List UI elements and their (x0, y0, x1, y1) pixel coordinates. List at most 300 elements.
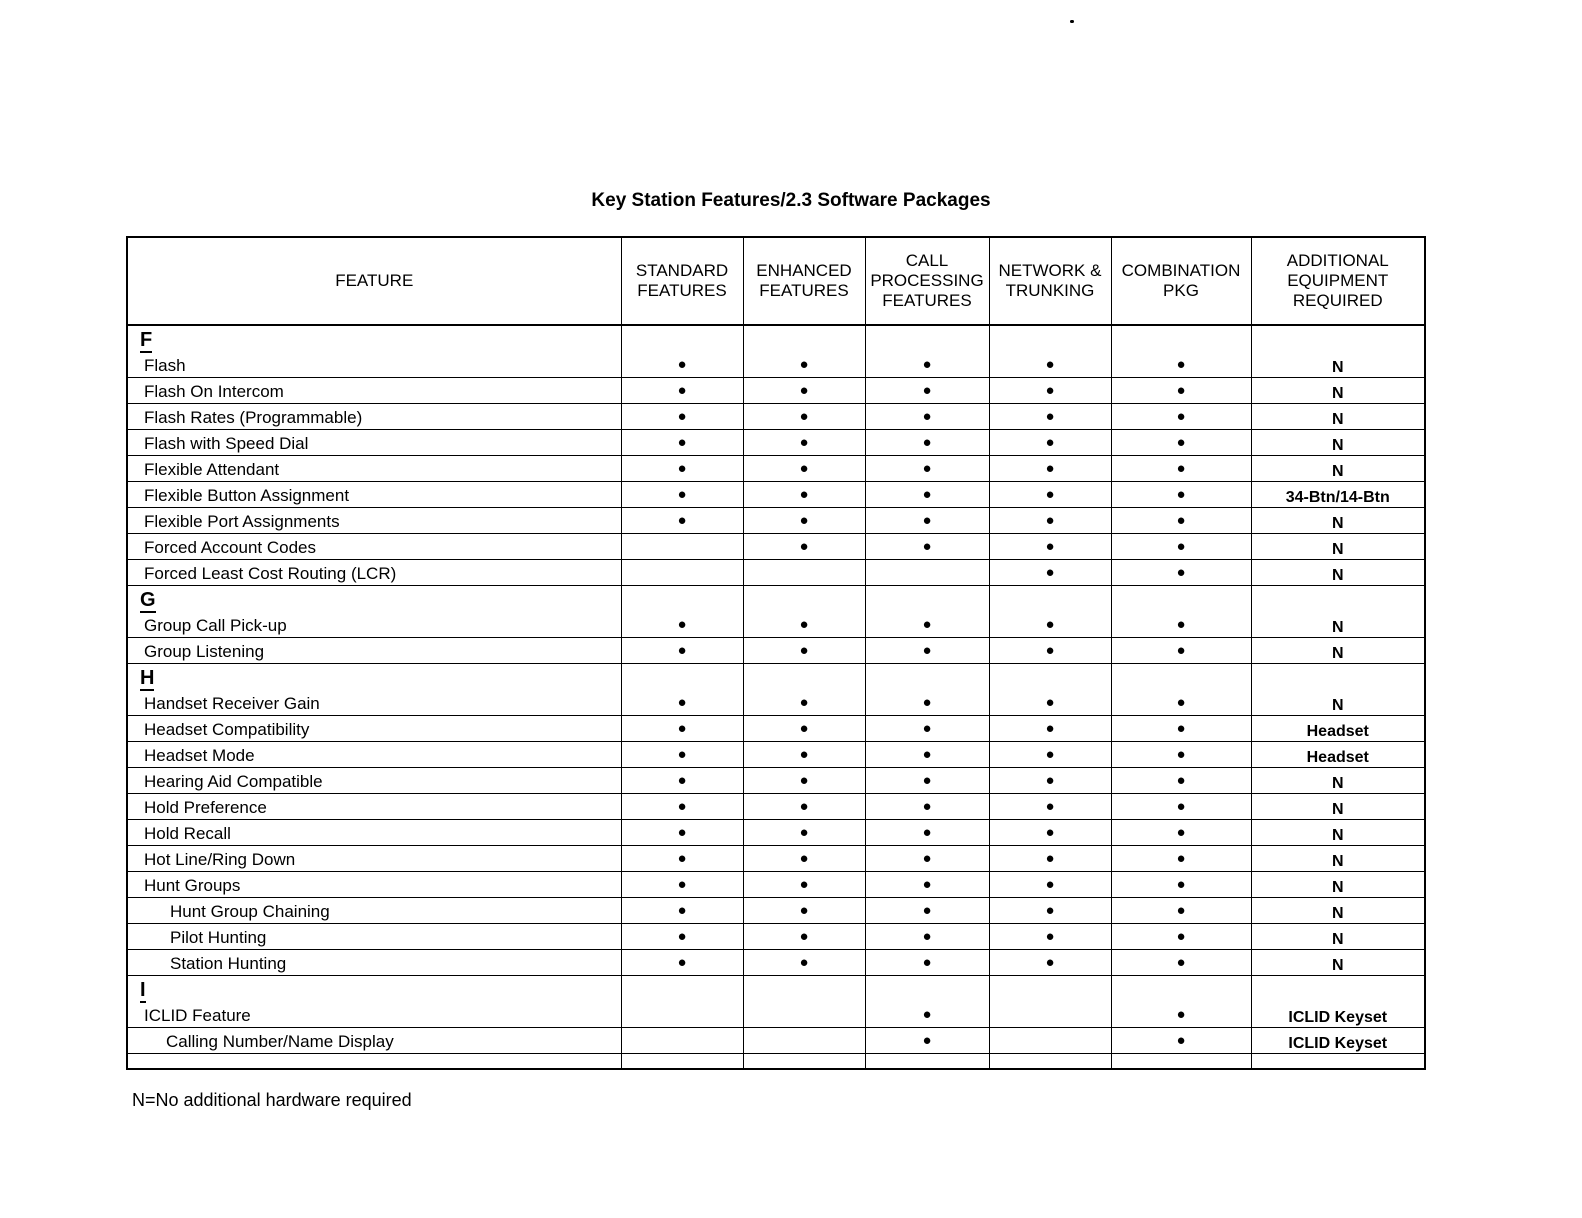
table-row (127, 404, 1425, 430)
call-processing-cell (865, 1028, 989, 1054)
combination-cell (1111, 1002, 1251, 1028)
combination-cell (1111, 898, 1251, 924)
network-cell (989, 612, 1111, 638)
call-processing-cell (865, 846, 989, 872)
combination-cell (1111, 560, 1251, 586)
call-processing-cell (865, 950, 989, 976)
empty-cell (865, 976, 989, 1003)
bullet-icon: ● (677, 694, 687, 711)
empty-cell (1111, 325, 1251, 352)
bullet-icon: ● (677, 746, 687, 763)
bullet-icon: ● (677, 460, 687, 477)
enhanced-cell (743, 430, 865, 456)
enhanced-cell (743, 872, 865, 898)
call-processing-cell (865, 612, 989, 638)
combination-cell (1111, 456, 1251, 482)
empty-cell (1251, 1054, 1425, 1070)
feature-name: Hold Preference (144, 798, 267, 817)
enhanced-cell (743, 820, 865, 846)
enhanced-cell (743, 560, 865, 586)
bullet-icon: ● (799, 772, 809, 789)
section-row (127, 325, 1425, 352)
additional-equipment-cell: N (1251, 638, 1425, 664)
bullet-icon: ● (1045, 694, 1055, 711)
bullet-icon: ● (677, 928, 687, 945)
section-letter-cell (127, 586, 621, 613)
network-cell (989, 352, 1111, 378)
bullet-icon: ● (1176, 954, 1186, 971)
empty-cell (1111, 586, 1251, 613)
enhanced-cell (743, 612, 865, 638)
call-processing-cell (865, 560, 989, 586)
empty-cell (743, 586, 865, 613)
enhanced-cell (743, 378, 865, 404)
bullet-icon: ● (922, 746, 932, 763)
bullet-icon: ● (799, 538, 809, 555)
network-cell (989, 1028, 1111, 1054)
call-processing-cell (865, 638, 989, 664)
standard-cell (621, 1002, 743, 1028)
standard-cell (621, 638, 743, 664)
empty-cell (1251, 664, 1425, 691)
additional-equipment-cell: N (1251, 560, 1425, 586)
additional-equipment-cell: Headset (1251, 742, 1425, 768)
combination-cell (1111, 846, 1251, 872)
table-row (127, 1028, 1425, 1054)
enhanced-cell (743, 638, 865, 664)
bullet-icon: ● (1176, 382, 1186, 399)
bullet-icon: ● (799, 954, 809, 971)
bullet-icon: ● (922, 1006, 932, 1023)
table-row (127, 820, 1425, 846)
network-cell (989, 378, 1111, 404)
empty-cell (1251, 976, 1425, 1003)
additional-equipment-cell: N (1251, 508, 1425, 534)
standard-cell (621, 846, 743, 872)
bullet-icon: ● (1176, 486, 1186, 503)
bullet-icon: ● (1176, 616, 1186, 633)
feature-name: Flash On Intercom (144, 382, 284, 401)
enhanced-cell (743, 716, 865, 742)
bullet-icon: ● (677, 512, 687, 529)
network-cell (989, 924, 1111, 950)
feature-name: Group Listening (144, 642, 265, 661)
feature-name-cell (127, 430, 621, 456)
combination-cell (1111, 742, 1251, 768)
call-processing-cell (865, 690, 989, 716)
bullet-icon: ● (1176, 798, 1186, 815)
bullet-icon: ● (922, 694, 932, 711)
network-cell (989, 534, 1111, 560)
network-cell (989, 742, 1111, 768)
bullet-icon: ● (922, 538, 932, 555)
bullet-icon: ● (1045, 954, 1055, 971)
empty-cell (621, 325, 743, 352)
enhanced-cell (743, 794, 865, 820)
bullet-icon: ● (922, 772, 932, 789)
network-cell (989, 820, 1111, 846)
bullet-icon: ● (1045, 772, 1055, 789)
bullet-icon: ● (1045, 642, 1055, 659)
network-cell (989, 794, 1111, 820)
bullet-icon: ● (922, 928, 932, 945)
bullet-icon: ● (677, 772, 687, 789)
standard-cell (621, 898, 743, 924)
bullet-icon: ● (1176, 408, 1186, 425)
bullet-icon: ● (799, 694, 809, 711)
additional-equipment-cell: N (1251, 820, 1425, 846)
empty-cell (865, 664, 989, 691)
table-row (127, 768, 1425, 794)
network-cell (989, 638, 1111, 664)
feature-name-cell (127, 560, 621, 586)
call-processing-cell (865, 872, 989, 898)
feature-name-cell (127, 690, 621, 716)
section-letter: G (140, 589, 156, 611)
table-row (127, 716, 1425, 742)
enhanced-cell (743, 742, 865, 768)
combination-cell (1111, 612, 1251, 638)
bullet-icon: ● (1045, 512, 1055, 529)
section-letter-cell (127, 325, 621, 352)
feature-name: Handset Receiver Gain (144, 694, 320, 713)
feature-name: Hunt Groups (144, 876, 241, 895)
feature-name-cell (127, 404, 621, 430)
call-processing-cell (865, 898, 989, 924)
bullet-icon: ● (1176, 1006, 1186, 1023)
additional-equipment-cell: 34-Btn/14-Btn (1251, 482, 1425, 508)
call-processing-cell (865, 404, 989, 430)
additional-equipment-cell: N (1251, 352, 1425, 378)
enhanced-cell (743, 768, 865, 794)
bullet-icon: ● (922, 798, 932, 815)
enhanced-cell (743, 950, 865, 976)
bullet-icon: ● (799, 824, 809, 841)
bullet-icon: ● (922, 850, 932, 867)
footnote: N=No additional hardware required (132, 1090, 412, 1110)
standard-cell (621, 612, 743, 638)
table-row (127, 560, 1425, 586)
empty-cell (989, 664, 1111, 691)
enhanced-cell (743, 482, 865, 508)
bullet-icon: ● (677, 824, 687, 841)
table-row (127, 924, 1425, 950)
feature-name: Forced Account Codes (144, 538, 316, 557)
bullet-icon: ● (1176, 694, 1186, 711)
bullet-icon: ● (1045, 798, 1055, 815)
col-header-feature: FEATURE (127, 237, 621, 325)
header-row (127, 237, 1425, 325)
empty-cell (1111, 1054, 1251, 1070)
bullet-icon: ● (1176, 512, 1186, 529)
feature-name: Flexible Port Assignments (144, 512, 340, 531)
bullet-icon: ● (1176, 538, 1186, 555)
bullet-icon: ● (1176, 850, 1186, 867)
table-row (127, 378, 1425, 404)
standard-cell (621, 456, 743, 482)
bullet-icon: ● (677, 954, 687, 971)
table-row (127, 872, 1425, 898)
bullet-icon: ● (799, 720, 809, 737)
bullet-icon: ● (799, 512, 809, 529)
bullet-icon: ● (799, 928, 809, 945)
table-row (127, 430, 1425, 456)
bullet-icon: ● (922, 876, 932, 893)
feature-name-cell (127, 924, 621, 950)
empty-cell (1111, 976, 1251, 1003)
table-body (127, 325, 1425, 1069)
combination-cell (1111, 924, 1251, 950)
feature-name-cell (127, 768, 621, 794)
feature-name: ICLID Feature (144, 1006, 251, 1025)
standard-cell (621, 352, 743, 378)
feature-name: Hunt Group Chaining (170, 902, 330, 921)
col-header-call-processing: CALL PROCESSING FEATURES (865, 237, 989, 325)
feature-name-cell (127, 638, 621, 664)
bullet-icon: ● (1045, 408, 1055, 425)
bullet-icon: ● (1045, 616, 1055, 633)
section-row (127, 976, 1425, 1003)
bullet-icon: ● (1176, 928, 1186, 945)
feature-name-cell (127, 456, 621, 482)
additional-equipment-cell: N (1251, 612, 1425, 638)
feature-name: Flexible Button Assignment (144, 486, 350, 505)
bullet-icon: ● (1045, 564, 1055, 581)
col-header-combination: COMBINATION PKG (1111, 237, 1251, 325)
empty-cell (865, 325, 989, 352)
table-row (127, 456, 1425, 482)
blank-row (127, 1054, 1425, 1070)
bullet-icon: ● (922, 356, 932, 373)
bullet-icon: ● (677, 798, 687, 815)
bullet-icon: ● (799, 356, 809, 373)
standard-cell (621, 924, 743, 950)
bullet-icon: ● (1176, 902, 1186, 919)
page-title: Key Station Features/2.3 Software Packages (591, 190, 991, 211)
enhanced-cell (743, 898, 865, 924)
feature-name-cell (127, 846, 621, 872)
standard-cell (621, 534, 743, 560)
standard-cell (621, 560, 743, 586)
combination-cell (1111, 1028, 1251, 1054)
combination-cell (1111, 482, 1251, 508)
bullet-icon: ● (1045, 460, 1055, 477)
empty-cell (743, 664, 865, 691)
feature-table (126, 236, 1426, 1070)
empty-cell (989, 976, 1111, 1003)
bullet-icon: ● (922, 512, 932, 529)
feature-name-cell (127, 872, 621, 898)
combination-cell (1111, 534, 1251, 560)
feature-name-cell (127, 794, 621, 820)
standard-cell (621, 794, 743, 820)
bullet-icon: ● (922, 408, 932, 425)
additional-equipment-cell: N (1251, 534, 1425, 560)
bullet-icon: ● (1045, 486, 1055, 503)
bullet-icon: ● (677, 486, 687, 503)
enhanced-cell (743, 404, 865, 430)
combination-cell (1111, 872, 1251, 898)
additional-equipment-cell: N (1251, 378, 1425, 404)
table-row (127, 612, 1425, 638)
table-row (127, 794, 1425, 820)
additional-equipment-cell: N (1251, 430, 1425, 456)
empty-cell (989, 325, 1111, 352)
combination-cell (1111, 690, 1251, 716)
network-cell (989, 690, 1111, 716)
feature-name: Forced Least Cost Routing (LCR) (144, 564, 397, 583)
bullet-icon: ● (1045, 746, 1055, 763)
table-row (127, 742, 1425, 768)
bullet-icon: ● (922, 954, 932, 971)
feature-name-cell (127, 508, 621, 534)
enhanced-cell (743, 846, 865, 872)
col-header-standard: STANDARD FEATURES (621, 237, 743, 325)
empty-cell (621, 586, 743, 613)
call-processing-cell (865, 456, 989, 482)
empty-cell (1111, 664, 1251, 691)
table-row (127, 638, 1425, 664)
feature-name-cell (127, 482, 621, 508)
bullet-icon: ● (922, 460, 932, 477)
bullet-icon: ● (1045, 824, 1055, 841)
bullet-icon: ● (1045, 876, 1055, 893)
section-row (127, 664, 1425, 691)
empty-cell (989, 1054, 1111, 1070)
additional-equipment-cell: N (1251, 950, 1425, 976)
bullet-icon: ● (677, 408, 687, 425)
network-cell (989, 1002, 1111, 1028)
empty-cell (865, 1054, 989, 1070)
bullet-icon: ● (799, 746, 809, 763)
col-header-network: NETWORK & TRUNKING (989, 237, 1111, 325)
table-row (127, 846, 1425, 872)
feature-name: Hot Line/Ring Down (144, 850, 296, 869)
bullet-icon: ● (799, 486, 809, 503)
network-cell (989, 430, 1111, 456)
empty-cell (1251, 586, 1425, 613)
feature-name: Pilot Hunting (170, 928, 267, 947)
feature-name-cell (127, 612, 621, 638)
feature-name-cell (127, 378, 621, 404)
network-cell (989, 482, 1111, 508)
bullet-icon: ● (922, 616, 932, 633)
bullet-icon: ● (1176, 460, 1186, 477)
feature-name: Calling Number/Name Display (166, 1032, 394, 1051)
network-cell (989, 404, 1111, 430)
section-letter: F (140, 329, 153, 351)
table-row (127, 508, 1425, 534)
call-processing-cell (865, 716, 989, 742)
enhanced-cell (743, 534, 865, 560)
call-processing-cell (865, 352, 989, 378)
feature-name: Headset Mode (144, 746, 255, 765)
additional-equipment-cell: N (1251, 690, 1425, 716)
empty-cell (743, 1054, 865, 1070)
table-row (127, 482, 1425, 508)
call-processing-cell (865, 534, 989, 560)
additional-equipment-cell: N (1251, 456, 1425, 482)
bullet-icon: ● (1176, 434, 1186, 451)
combination-cell (1111, 768, 1251, 794)
combination-cell (1111, 378, 1251, 404)
call-processing-cell (865, 768, 989, 794)
call-processing-cell (865, 924, 989, 950)
additional-equipment-cell: N (1251, 404, 1425, 430)
additional-equipment-cell: ICLID Keyset (1251, 1028, 1425, 1054)
bullet-icon: ● (677, 902, 687, 919)
feature-name: Flash with Speed Dial (144, 434, 309, 453)
combination-cell (1111, 794, 1251, 820)
bullet-icon: ● (677, 642, 687, 659)
feature-name-cell (127, 898, 621, 924)
col-header-additional: ADDITIONAL EQUIPMENT REQUIRED (1251, 237, 1425, 325)
bullet-icon: ● (677, 850, 687, 867)
call-processing-cell (865, 1002, 989, 1028)
additional-equipment-cell: N (1251, 794, 1425, 820)
call-processing-cell (865, 430, 989, 456)
feature-name: Hearing Aid Compatible (144, 772, 323, 791)
call-processing-cell (865, 820, 989, 846)
call-processing-cell (865, 794, 989, 820)
standard-cell (621, 820, 743, 846)
feature-name-cell (127, 534, 621, 560)
additional-equipment-cell: ICLID Keyset (1251, 1002, 1425, 1028)
bullet-icon: ● (799, 902, 809, 919)
combination-cell (1111, 352, 1251, 378)
section-letter: I (140, 979, 146, 1001)
combination-cell (1111, 404, 1251, 430)
table-row (127, 534, 1425, 560)
enhanced-cell (743, 1002, 865, 1028)
call-processing-cell (865, 482, 989, 508)
bullet-icon: ● (1045, 434, 1055, 451)
bullet-icon: ● (1176, 876, 1186, 893)
combination-cell (1111, 950, 1251, 976)
bullet-icon: ● (799, 876, 809, 893)
enhanced-cell (743, 456, 865, 482)
combination-cell (1111, 508, 1251, 534)
network-cell (989, 508, 1111, 534)
bullet-icon: ● (677, 356, 687, 373)
enhanced-cell (743, 1028, 865, 1054)
table-row (127, 690, 1425, 716)
combination-cell (1111, 716, 1251, 742)
standard-cell (621, 742, 743, 768)
bullet-icon: ● (1176, 824, 1186, 841)
additional-equipment-cell: N (1251, 768, 1425, 794)
bullet-icon: ● (922, 720, 932, 737)
bullet-icon: ● (677, 382, 687, 399)
network-cell (989, 768, 1111, 794)
empty-cell (621, 664, 743, 691)
feature-name-cell (127, 352, 621, 378)
standard-cell (621, 716, 743, 742)
bullet-icon: ● (799, 616, 809, 633)
feature-name-cell (127, 950, 621, 976)
table-row (127, 352, 1425, 378)
feature-name: Hold Recall (144, 824, 231, 843)
standard-cell (621, 378, 743, 404)
bullet-icon: ● (1045, 902, 1055, 919)
bullet-icon: ● (799, 382, 809, 399)
empty-cell (865, 586, 989, 613)
feature-name: Flexible Attendant (144, 460, 280, 479)
feature-name: Flash Rates (Programmable) (144, 408, 363, 427)
table-row (127, 950, 1425, 976)
bullet-icon: ● (1176, 772, 1186, 789)
bullet-icon: ● (1045, 720, 1055, 737)
